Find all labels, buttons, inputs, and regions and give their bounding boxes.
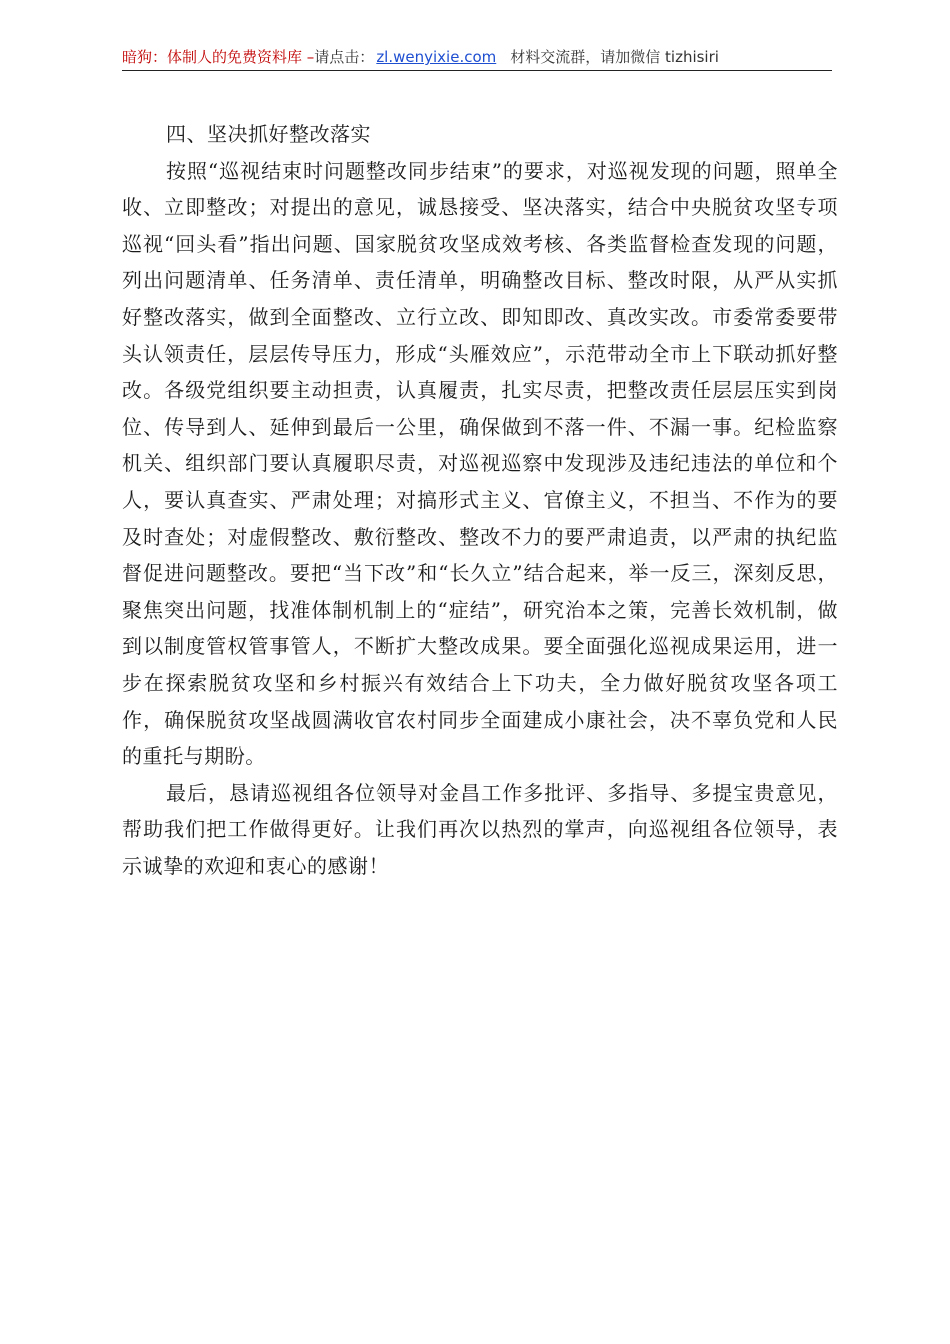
section-heading: 四、坚决抓好整改落实 — [166, 122, 371, 146]
header-link[interactable]: zl.wenyixie.com — [376, 48, 497, 66]
body-paragraph-2: 最后，恳请巡视组各位领导对金昌工作多批评、多指导、多提宝贵意见，帮助我们把工作做得更好。让我们再次以热烈的掌声，向巡视组各位领导，表示诚挚的欢迎和衷心的感谢！ — [122, 780, 838, 878]
page-header — [122, 44, 832, 71]
document-body — [122, 116, 838, 884]
header-contact: 材料交流群，请加微信 tizhisiri — [510, 48, 719, 66]
header-prompt: 请点击： — [314, 48, 375, 66]
header-brand: 暗狗：体制人的免费资料库 — [122, 48, 303, 66]
body-paragraph-1: 按照“巡视结束时问题整改同步结束”的要求，对巡视发现的问题，照单全收、立即整改；对提出的意见，诚恳接受、坚决落实，结合中央脱贫攻坚专项巡视“回头看”指出问题、国家脱贫攻坚成效考核、各类监督检查发现的问题，列出问题清单、任务清单、责任清单，明确整改目标、整改时限，从严从实抓好整改落实，做到全面整改、立行立改、即知即改、真改实改。市委常委要带头认领责任，层层传导压力，形成“头雁效应”，示范带动全市上下联动抓好整改。各级党组织要主动担责，认真履责，扎实尽责，把整改责任层层压实到岗位、传导到人、延伸到最后一公里，确保做到不落一件、不漏一事。纪检监察机关、组织部门要认真履职尽责，对巡视巡察中发现涉及违纪违法的单位和个人，要认真查实、严肃处理；对搞形式主义、官僚主义，不担当、不作为的要及时查处；对虚假整改、敷衍整改、整改不力的要严肃追责，以严肃的执纪监督促进问题整改。要把“当下改”和“长久立”结合起来，举一反三，深刻反思，聚焦突出问题，找准体制机制上的“症结”，研究治本之策，完善长效机制，做到以制度管权管事管人，不断扩大整改成果。要全面强化巡视成果运用，进一步在探索脱贫攻坚和乡村振兴有效结合上下功夫，全力做好脱贫攻坚各项工作，确保脱贫攻坚战圆满收官农村同步全面建成小康社会，决不辜负党和人民的重托与期盼。 — [122, 158, 838, 769]
header-dash: – — [302, 48, 315, 66]
